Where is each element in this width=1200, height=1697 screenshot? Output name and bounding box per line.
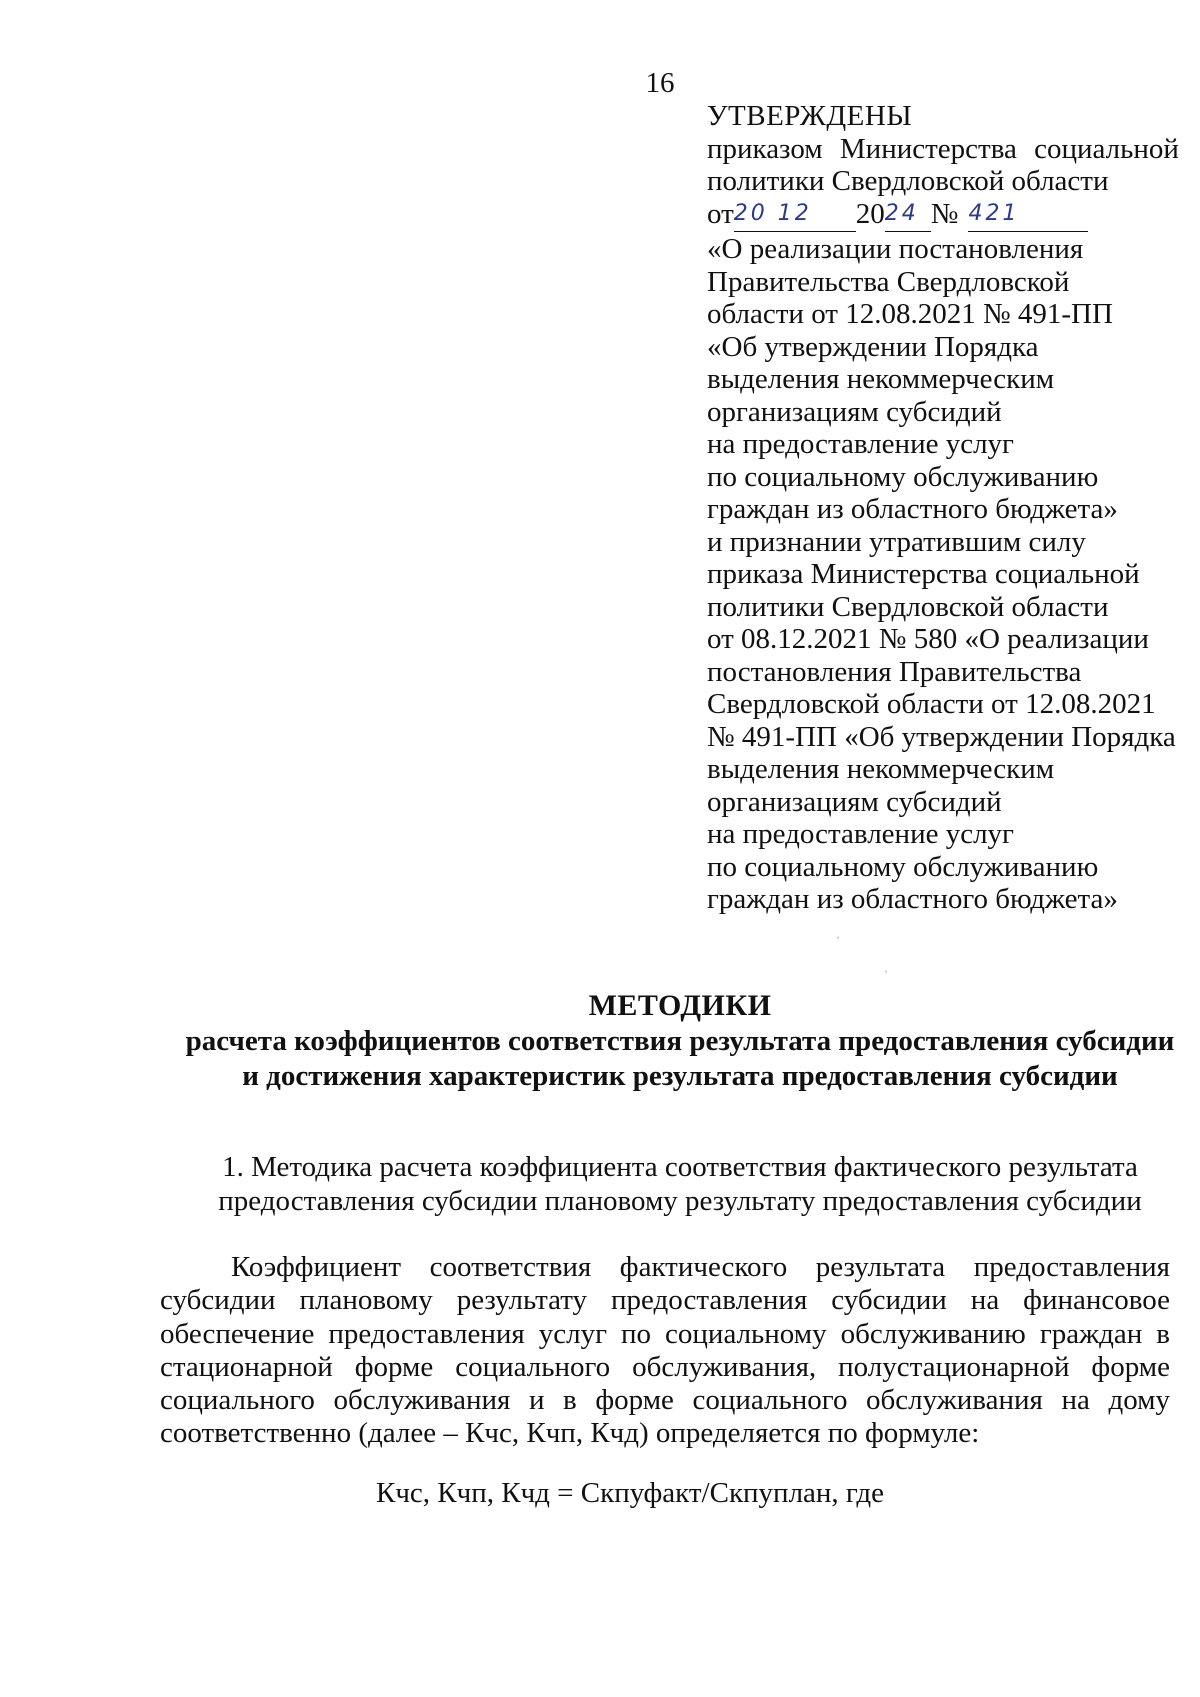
document-subtitle-line: расчета коэффициентов соответствия результата предоставления субсидии: [185, 1025, 1175, 1057]
approval-line: граждан из областного бюджета»: [707, 883, 1118, 915]
date-year-prefix: 20: [855, 197, 885, 230]
formula-line: Кчс, Кчп, Кчд = Скпуфакт/Скпуплан, где: [375, 1477, 885, 1509]
handwritten-year: [885, 198, 931, 234]
approval-line: приказом Министерства социальной: [707, 132, 1179, 165]
approval-line: выделения некоммерческим: [707, 363, 1055, 395]
approval-line: организациям субсидий: [707, 785, 1002, 818]
approval-heading: УТВЕРЖДЕНЫ: [707, 100, 913, 132]
approval-line: приказа Министерства социальной: [707, 558, 1140, 590]
document-subtitle-line: и достижения характеристик результата предоставления субсидии: [242, 1060, 1118, 1092]
approval-line: организациям субсидий: [707, 395, 1002, 428]
handwritten-year-text: 24: [884, 200, 919, 226]
approval-line: Свердловской области от 12.08.2021: [707, 688, 1156, 720]
approval-line: постановления Правительства: [707, 655, 1082, 688]
approval-line: политики Свердловской области: [707, 590, 1109, 623]
approval-line: граждан из областного бюджета»: [707, 493, 1118, 525]
handwritten-number: [968, 198, 1088, 234]
approval-date-line: [707, 198, 1177, 234]
approval-line: «О реализации постановления: [707, 233, 1084, 265]
approval-block: [707, 100, 1177, 916]
approval-line: по социальному обслуживанию: [707, 850, 1099, 883]
approval-line: по социальному обслуживанию: [707, 460, 1099, 493]
section-heading-line: предоставления субсидии плановому результату предоставления субсидии: [218, 1185, 1142, 1217]
document-title: МЕТОДИКИ: [588, 989, 772, 1022]
date-prefix: от: [707, 197, 734, 230]
approval-line: Правительства Свердловской: [707, 265, 1070, 298]
section-heading: [160, 1150, 1200, 1218]
handwritten-number-text: 421: [968, 200, 1020, 226]
scan-speck: ˈ: [884, 968, 888, 982]
document-title-block: [160, 988, 1200, 1094]
approval-line: политики Свердловской области: [707, 165, 1109, 197]
section-heading-line: 1. Методика расчета коэффициента соответствия фактического результата: [222, 1151, 1138, 1183]
approval-line: «Об утверждении Порядка: [707, 330, 1039, 363]
number-sign: №: [930, 197, 959, 230]
handwritten-date-text: 20 12: [733, 200, 812, 226]
scan-speck: ˈ: [836, 934, 840, 948]
approval-line: № 491-ПП «Об утверждении Порядка: [707, 720, 1176, 753]
approval-line: области от 12.08.2021 № 491-ПП: [707, 298, 1113, 330]
approval-line: и признании утратившим силу: [707, 525, 1086, 558]
approval-line: на предоставление услуг: [707, 428, 1014, 460]
approval-line: выделения некоммерческим: [707, 753, 1055, 785]
approval-line: от 08.12.2021 № 580 «О реализации: [707, 623, 1149, 655]
approval-line: на предоставление услуг: [707, 818, 1014, 850]
page-number: 16: [645, 67, 675, 99]
body-paragraph: Коэффициент соответствия фактического результата предоставления субсидии плановому результату предоставления субсидии на финансовое обеспечение предоставления услуг по социальному обслуживанию граждан в стационарной форме социального обслуживания, полустационарной форме социального обслуживания и в форме социального обслуживания на дому соответственно (далее – Кчс, Кчп, Кчд) определяется по формуле:: [160, 1251, 1170, 1450]
handwritten-date: [734, 198, 856, 234]
